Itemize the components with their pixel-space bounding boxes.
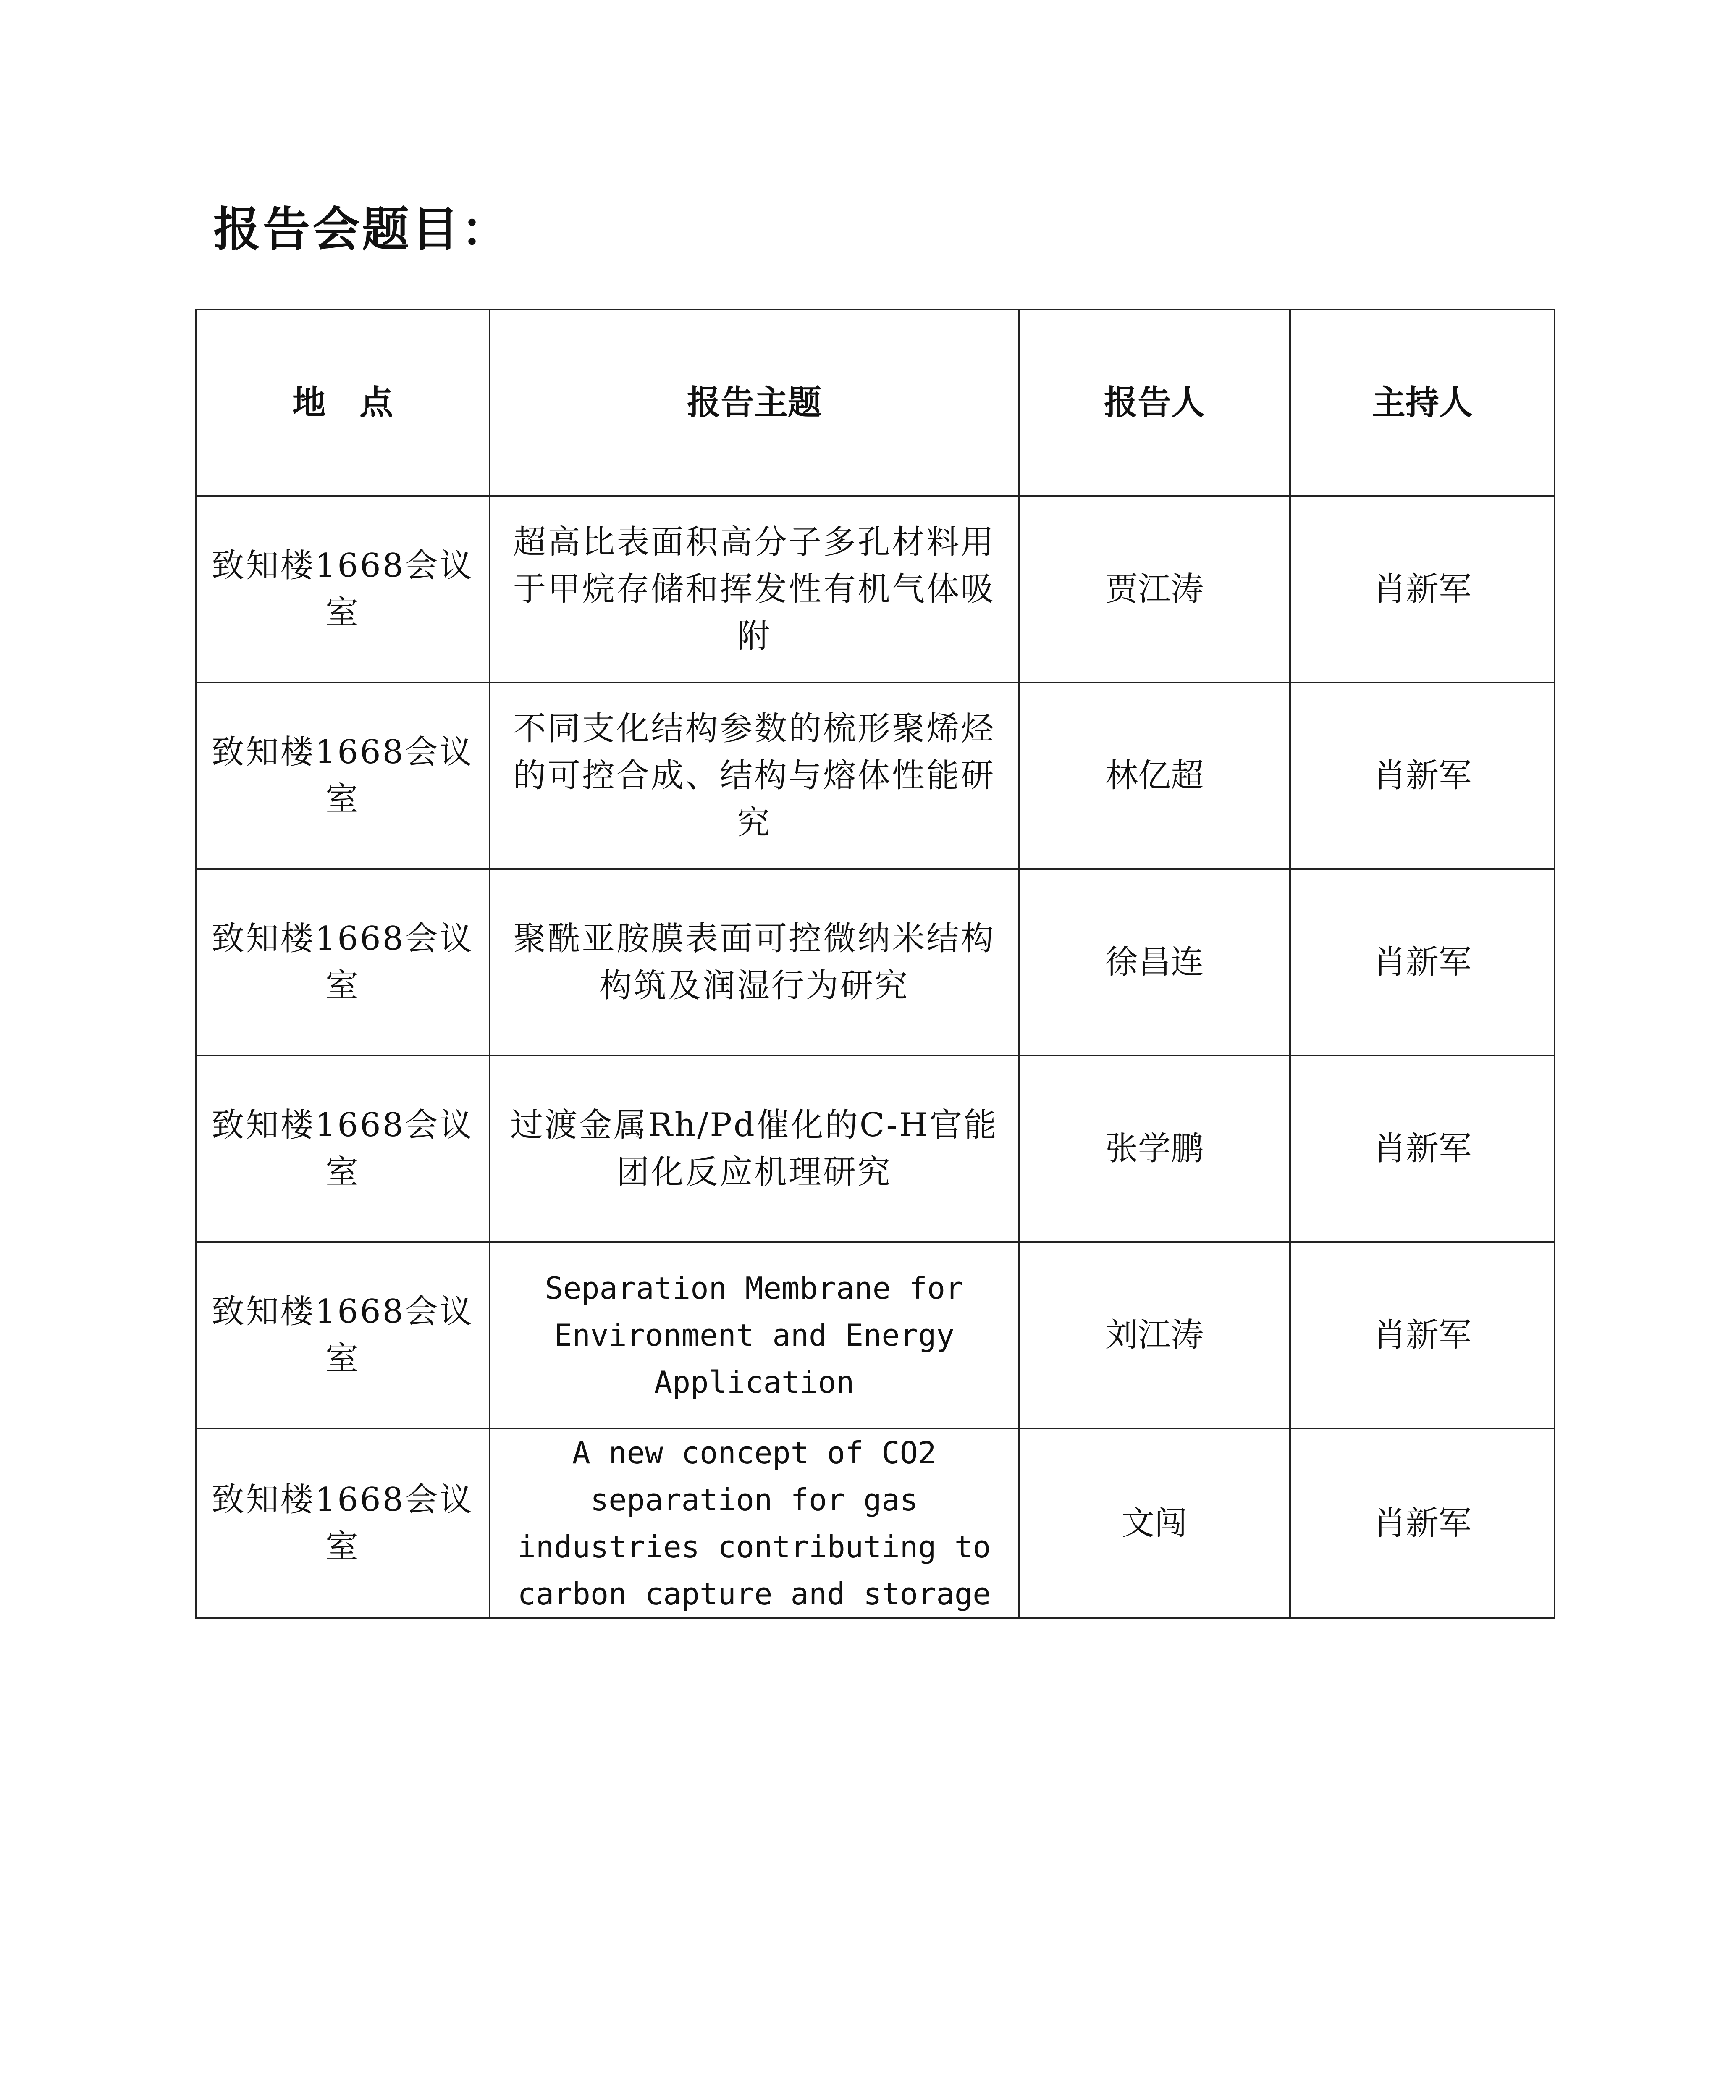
header-speaker: 报告人 (1019, 310, 1290, 496)
table-row (196, 682, 1555, 869)
cell-host: 肖新军 (1290, 869, 1555, 1055)
header-host: 主持人 (1290, 310, 1555, 496)
cell-topic: 聚酰亚胺膜表面可控微纳米结构构筑及润湿行为研究 (490, 869, 1019, 1055)
cell-speaker: 刘江涛 (1019, 1242, 1290, 1428)
cell-location: 致知楼1668会议室 (196, 1055, 490, 1242)
header-location: 地 点 (196, 310, 490, 496)
schedule-table (195, 309, 1555, 1619)
cell-location: 致知楼1668会议室 (196, 869, 490, 1055)
cell-location: 致知楼1668会议室 (196, 682, 490, 869)
cell-speaker: 徐昌连 (1019, 869, 1290, 1055)
table-row (196, 869, 1555, 1055)
cell-speaker: 文闯 (1019, 1428, 1290, 1618)
header-topic: 报告主题 (490, 310, 1019, 496)
cell-location: 致知楼1668会议室 (196, 496, 490, 682)
table-row (196, 1428, 1555, 1618)
cell-speaker: 林亿超 (1019, 682, 1290, 869)
cell-speaker: 张学鹏 (1019, 1055, 1290, 1242)
table-row (196, 1055, 1555, 1242)
cell-topic: 不同支化结构参数的梳形聚烯烃的可控合成、结构与熔体性能研究 (490, 682, 1019, 869)
table-row (196, 496, 1555, 682)
table-header-row (196, 310, 1555, 496)
cell-topic: 超高比表面积高分子多孔材料用于甲烷存储和挥发性有机气体吸附 (490, 496, 1019, 682)
cell-host: 肖新军 (1290, 1428, 1555, 1618)
cell-host: 肖新军 (1290, 682, 1555, 869)
cell-host: 肖新军 (1290, 496, 1555, 682)
table-row (196, 1242, 1555, 1428)
cell-host: 肖新军 (1290, 1242, 1555, 1428)
cell-host: 肖新军 (1290, 1055, 1555, 1242)
cell-speaker: 贾江涛 (1019, 496, 1290, 682)
cell-topic: 过渡金属Rh/Pd催化的C-H官能团化反应机理研究 (490, 1055, 1019, 1242)
cell-topic: Separation Membrane for Environment and Energy Application (490, 1242, 1019, 1428)
cell-topic: A new concept of CO2 separation for gas industries contributing to carbon capture and storage (490, 1428, 1019, 1618)
cell-location: 致知楼1668会议室 (196, 1242, 490, 1428)
cell-location: 致知楼1668会议室 (196, 1428, 490, 1618)
page-title: 报告会题目： (213, 202, 511, 257)
